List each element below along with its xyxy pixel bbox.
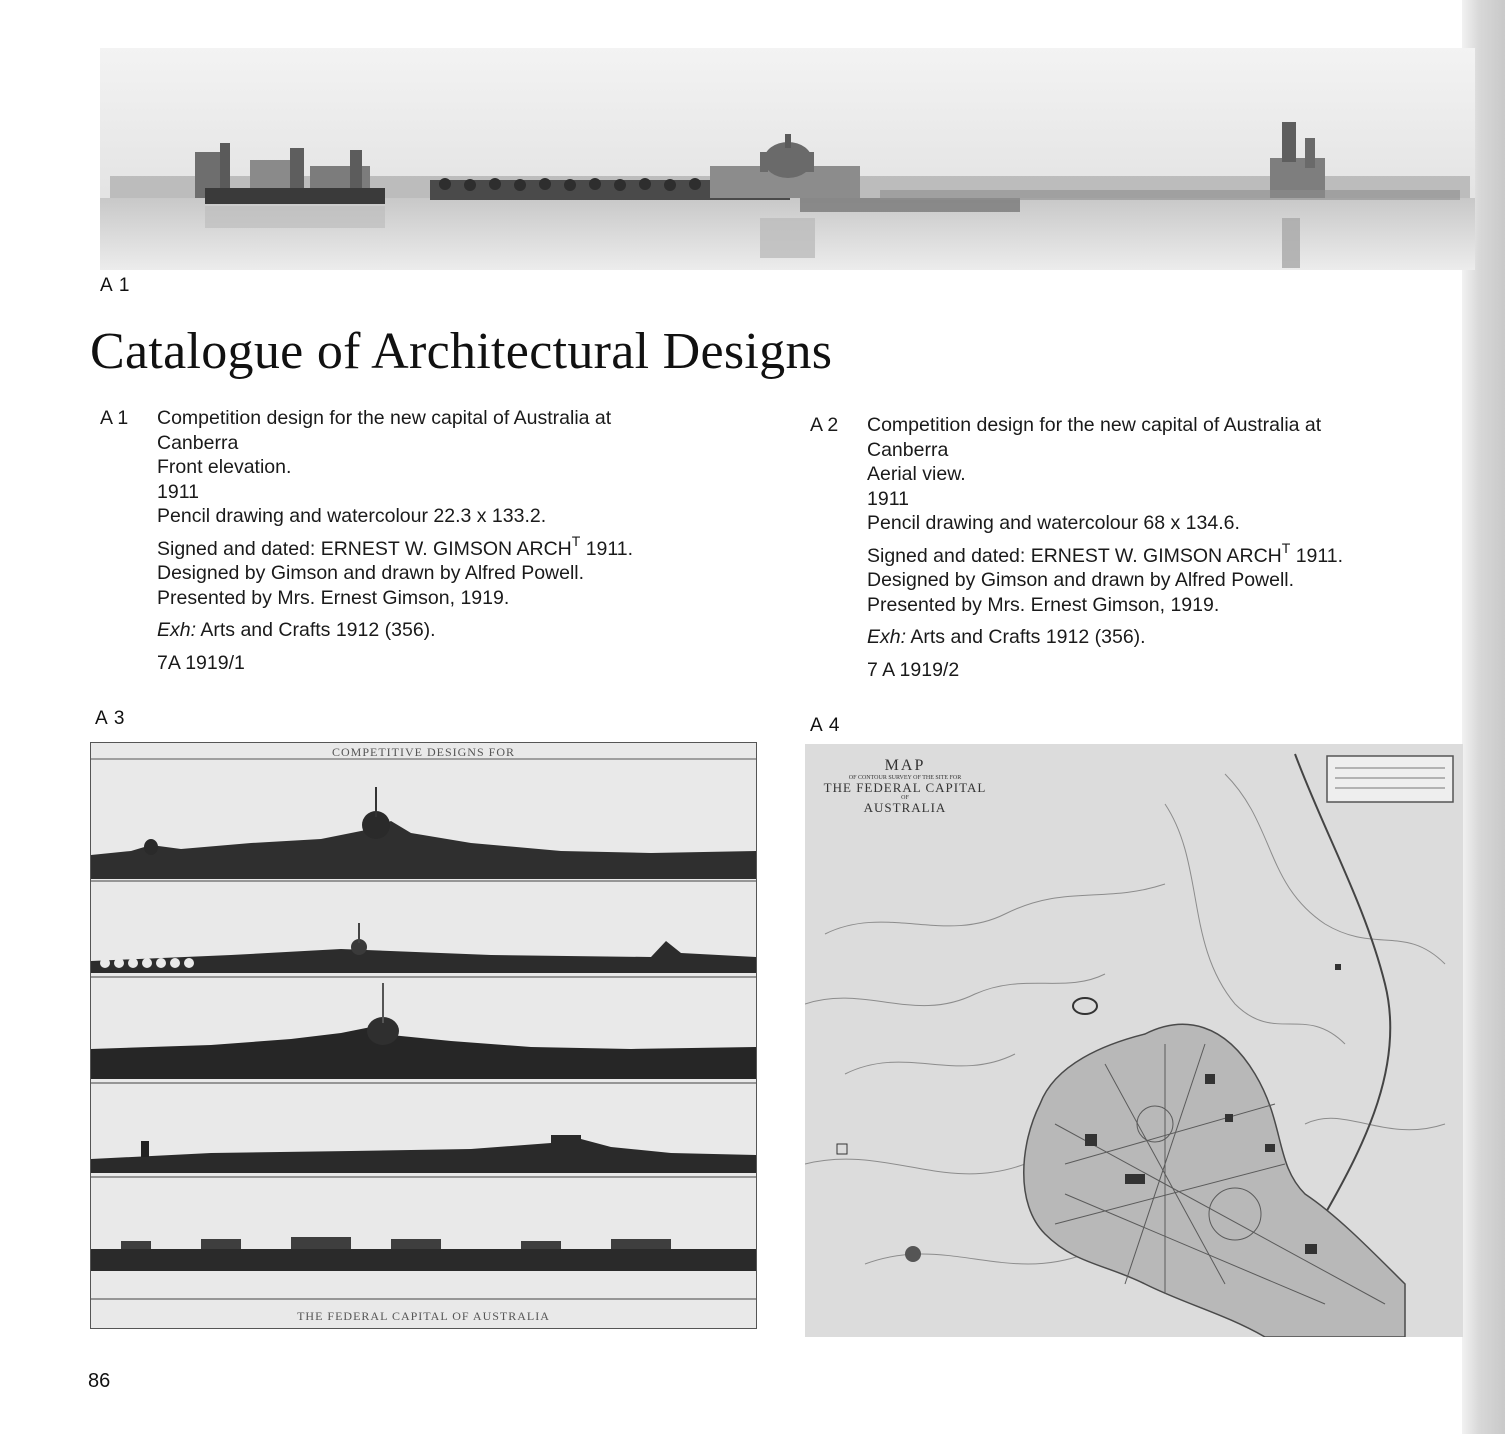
entry-a1-number: A 1 (100, 407, 129, 429)
map-title-line-2: OF CONTOUR SURVEY OF THE SITE FOR (848, 774, 962, 781)
entry-a2-designed: Designed by Gimson and drawn by Alfred Powell. (867, 569, 1295, 591)
page-number: 86 (88, 1370, 111, 1392)
entry-a2-title-line2: Canberra (867, 438, 949, 461)
entry-a2-ref: 7 A 1919/2 (867, 658, 960, 681)
entry-a1-title-line2: Canberra (157, 431, 239, 454)
plate-a1-label: A 1 (100, 275, 131, 296)
plate-a3-label: A 3 (95, 708, 126, 729)
plate-a3-caption-bottom: THE FEDERAL CAPITAL OF AUSTRALIA (297, 1309, 550, 1323)
entry-a2-view: Aerial view. (867, 463, 966, 485)
plate-a4-label: A 4 (810, 715, 841, 736)
elevation-drawing (100, 48, 1475, 270)
entry-a2-number: A 2 (810, 414, 839, 436)
entry-a1-ref: 7A 1919/1 (157, 651, 245, 674)
map-title-line-1: MAP (884, 757, 926, 774)
page-title: Catalogue of Architectural Designs (90, 323, 833, 380)
plate-a1-elevation-image (100, 48, 1475, 270)
plate-a3-caption-top: COMPETITIVE DESIGNS FOR (331, 745, 515, 759)
entry-a1-view: Front elevation. (157, 456, 292, 478)
map-title-line-3: THE FEDERAL CAPITAL (823, 780, 987, 796)
entry-a1-signed: Signed and dated: ERNEST W. GIMSON $ARCH^T$ 1911. (157, 532, 634, 560)
entry-a1-designed: Designed by Gimson and drawn by Alfred Powell. (157, 562, 585, 584)
map-drawing (805, 744, 1463, 1337)
entry-a2-title-line1: Competition design for the new capital of Australia at (867, 414, 1322, 436)
entry-a2-presented: Presented by Mrs. Ernest Gimson, 1919. (867, 593, 1220, 616)
map-title-line-4: OF (901, 794, 909, 801)
entry-a2-medium: Pencil drawing and watercolour 68 x 134.6. (867, 512, 1240, 534)
entry-a2-exhibition: Exh: Arts and Crafts 1912 (356). (867, 626, 1146, 648)
entry-a2-signed: Signed and dated: ERNEST W. GIMSON $ARCH^T$ 1911. (867, 539, 1344, 567)
entry-a2-year: 1911 (867, 487, 909, 510)
entry-a1-title-line1: Competition design for the new capital of Australia at (157, 407, 612, 429)
sections-drawing (91, 743, 756, 1328)
entry-a1-exhibition: Exh: Arts and Crafts 1912 (356). (157, 619, 436, 641)
map-title-line-5: AUSTRALIA (863, 800, 947, 816)
plate-a4-map-image (805, 744, 1463, 1337)
entry-a1-medium: Pencil drawing and watercolour 22.3 x 133.2. (157, 505, 547, 527)
plate-a3-sections-image (90, 742, 757, 1329)
entry-a1-year: 1911 (157, 480, 199, 503)
entry-a1-presented: Presented by Mrs. Ernest Gimson, 1919. (157, 586, 510, 609)
